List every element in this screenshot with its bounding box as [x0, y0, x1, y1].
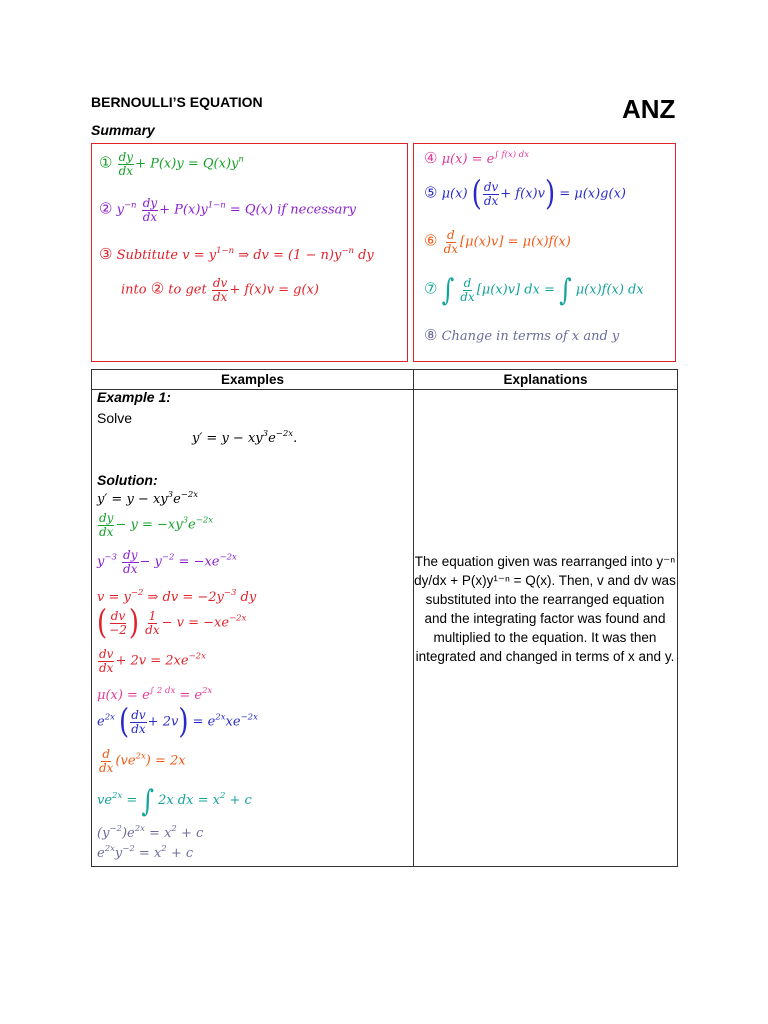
solution-line-12: $e^{2x}y^{-2} = x^2 + c$: [97, 844, 194, 861]
solution-line-11: $(y^{-2})e^{2x} = x^2 + c$: [97, 824, 204, 841]
summary-step-4: ④ $\mu(x) = e^{\int f(x) dx}$: [424, 149, 530, 167]
solution-line-6: $\frac{dv}{dx}$ + $2v = 2xe^{-2x}$: [99, 647, 206, 675]
solution-line-8: $e^{2x}$ ( $\frac{dv}{dx}$ + $2v) = e^{2x}xe^{-2x}$: [97, 702, 258, 742]
summary-step-6: ⑥ $\frac{d}{dx}$ [μ(x)v] = μ(x)f(x): [424, 228, 571, 256]
summary-step-1: ① $\frac{dy}{dx}$ + $P(x)y = Q(x)y^n$: [99, 150, 244, 178]
summary-step-2: ② $y^{-n}$ $\frac{dy}{dx}$ + $P(x)y^{1-n} = Q(x)$ if necessary: [99, 196, 356, 224]
summary-step-7: ⑦ ∫ $\frac{d}{dx}$ [μ(x)v] dx = ∫ μ(x)f(x) dx: [424, 272, 644, 308]
explanation-text: The equation given was rearranged into y⁻ⁿ dy/dx + P(x)y¹⁻ⁿ = Q(x). Then, v and dv was substituted into the rearranged equation and the integrating factor was found and multiplied to the equation. It was then integrated and changed in terms of x and y.: [414, 554, 676, 664]
solve-label: Solve: [97, 410, 133, 426]
summary-heading: Summary: [91, 122, 155, 138]
problem-equation: $y' = y - xy^3e^{-2x}$.: [192, 429, 298, 446]
summary-step-8: ⑧ Change in terms of x and y: [424, 326, 620, 344]
solution-label: Solution:: [97, 472, 158, 488]
solution-line-5: ( $\frac{dv}{-2}$ ) $\frac{1}{dx}$ − $v = -xe^{-2x}$: [97, 603, 247, 643]
solution-line-10: $ve^{2x}$ = ∫ 2x dx = $x^2 + c$: [97, 783, 252, 818]
page-title: BERNOULLI’S EQUATION: [91, 94, 263, 110]
summary-step-3: ③ Subtitute $v = y^{1-n}$ ⇒ dv = $(1 - n)y^{-n}$ dy: [99, 245, 374, 263]
solution-line-4: $v = y^{-2}$ ⇒ dv = $-2y^{-3}$ dy: [97, 588, 257, 605]
example-label: Example 1:: [97, 389, 171, 405]
solution-line-3: $y^{-3}$ $\frac{dy}{dx}$ − $y^{-2} = -xe^{-2x}$: [97, 548, 237, 576]
solution-line-2: $\frac{dy}{dx}$ − $y = -xy^3e^{-2x}$: [99, 511, 214, 539]
solution-line-1: $y' = y - xy^3e^{-2x}$: [97, 490, 199, 507]
summary-step-3b: into ② to get $\frac{dv}{dx}$ + f(x)v = g(x): [121, 276, 319, 304]
column-header-examples: Examples: [92, 370, 414, 390]
summary-step-5: ⑤ μ(x) ( $\frac{dv}{dx}$ + f(x)v) = μ(x)g(x): [424, 174, 626, 214]
solution-line-7: $\mu(x) = e^{\int 2 dx} = e^{2x}$: [97, 686, 213, 703]
author-initials: ANZ: [622, 94, 676, 124]
solution-line-9: $\frac{d}{dx}$ $(ve^{2x}) = 2x$: [99, 747, 186, 775]
column-header-explanations: Explanations: [414, 370, 678, 390]
